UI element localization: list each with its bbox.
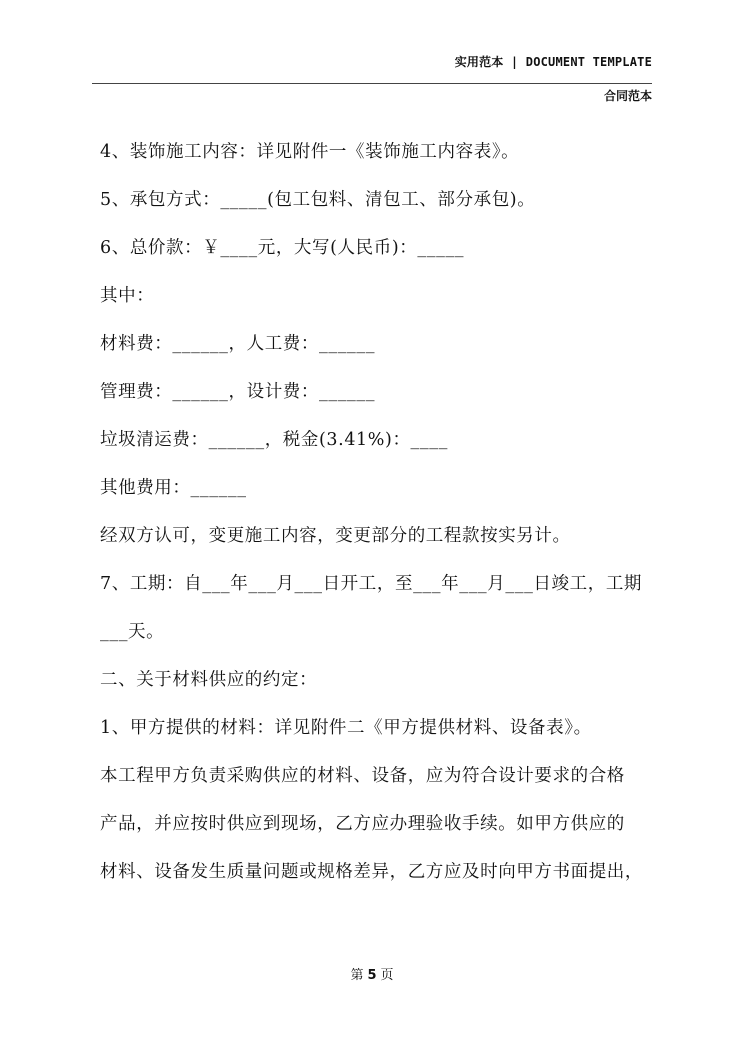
page-footer: [0, 964, 744, 983]
body-line: 二、关于材料供应的约定：: [100, 670, 318, 690]
body-line: 1、甲方提供的材料：详见附件二《甲方提供材料、设备表》。: [100, 718, 592, 738]
page-number: 5: [367, 968, 377, 983]
body-line: 垃圾清运费：______，税金(3.41%)：____: [100, 430, 448, 450]
header-divider: [92, 83, 652, 84]
body-line: 其他费用：______: [100, 478, 247, 498]
body-line: ___天。: [100, 622, 165, 642]
body-line: 其中：: [100, 286, 155, 306]
page-prefix: 第: [350, 968, 364, 983]
body-line: 7、工期：自___年___月___日开工，至___年___月___日竣工，工期: [100, 574, 643, 594]
body-line: 材料费：______，人工费：______: [100, 334, 376, 354]
body-line: 产品，并应按时供应到现场，乙方应办理验收手续。如甲方供应的: [100, 814, 625, 834]
document-header-label: 实用范本 | DOCUMENT TEMPLATE: [454, 55, 652, 69]
body-line: 4、装饰施工内容：详见附件一《装饰施工内容表》。: [100, 142, 520, 162]
body-line: 5、承包方式：_____(包工包料、清包工、部分承包)。: [100, 190, 536, 210]
body-line: 材料、设备发生质量问题或规格差异，乙方应及时向甲方书面提出，: [100, 862, 643, 882]
contract-body: [100, 140, 660, 908]
page-suffix: 页: [380, 968, 394, 983]
body-line: 本工程甲方负责采购供应的材料、设备，应为符合设计要求的合格: [100, 766, 625, 786]
document-category-label: 合同范本: [603, 89, 652, 103]
body-line: 6、总价款：￥____元，大写(人民币)：_____: [100, 238, 465, 258]
body-line: 管理费：______，设计费：______: [100, 382, 376, 402]
body-line: 经双方认可，变更施工内容，变更部分的工程款按实另计。: [100, 526, 571, 546]
